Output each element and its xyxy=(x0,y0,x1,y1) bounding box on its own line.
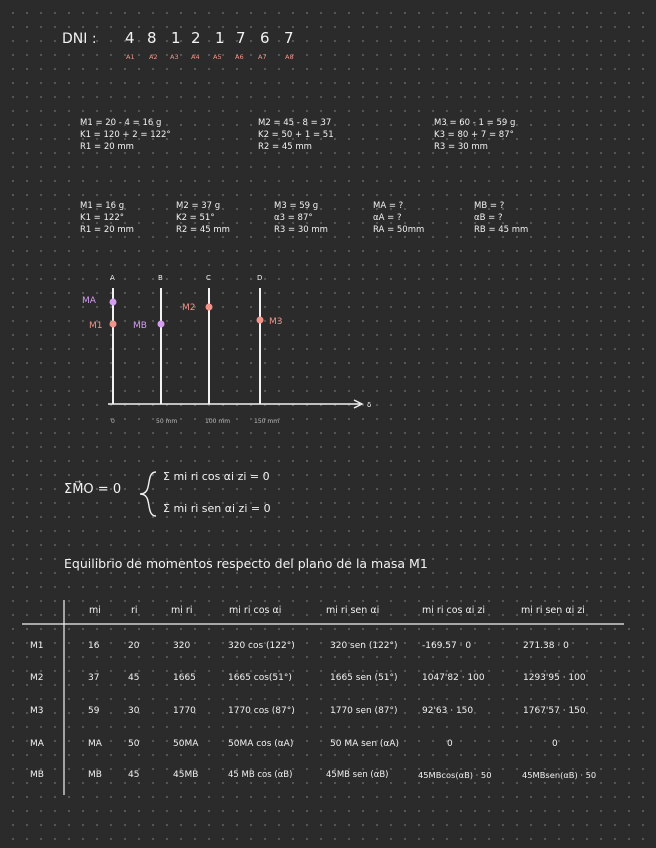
summary-line: RA = 50mm xyxy=(373,225,425,235)
dni-digit: 7 xyxy=(236,29,246,47)
table-cell: 1770 cos (87°) xyxy=(228,706,295,716)
mass-mb-dot xyxy=(158,321,165,328)
table-cell: 1770 xyxy=(173,706,196,716)
equation-brace xyxy=(140,472,156,516)
table-cell: 45MBsen(αB) · 50 xyxy=(522,770,597,780)
summary-line: MA = ? xyxy=(373,201,404,211)
tick-label: 50 mm xyxy=(156,418,178,425)
table-cell: 45MB xyxy=(173,770,199,780)
table-cell: 45 xyxy=(128,770,140,780)
row-label: M1 xyxy=(30,641,44,651)
tick-label: 0 xyxy=(111,418,115,425)
dni-sub: A6 xyxy=(235,53,244,61)
dni-sub: A3 xyxy=(170,53,179,61)
table-cell: 50 xyxy=(128,739,140,749)
dni-digit: 2 xyxy=(191,29,201,47)
table-cell: 271.38 · 0 xyxy=(523,641,569,651)
summary-line: K2 = 51° xyxy=(176,213,215,223)
table-cell: 92'63 · 150 xyxy=(422,706,474,716)
tick-label: 100 mm xyxy=(205,418,231,425)
table-cell: 1293'95 · 100 xyxy=(523,673,586,683)
table-cell: 45 xyxy=(128,673,140,683)
table-cell: 45 MB cos (αB) xyxy=(228,770,293,780)
given-line: M3 = 60 - 1 = 59 g xyxy=(434,118,516,128)
summary-line: MB = ? xyxy=(474,201,505,211)
table-cell: 320 sen (122°) xyxy=(330,641,398,651)
table-cell: 37 xyxy=(88,673,100,683)
summary-line: αB = ? xyxy=(474,213,503,223)
dni-digit: 1 xyxy=(215,29,225,47)
summary-line: α3 = 87° xyxy=(274,213,313,223)
table-header: mi xyxy=(89,605,101,616)
table-cell: 1665 cos(51°) xyxy=(228,673,292,683)
table-header: mi ri sen αi xyxy=(326,605,380,616)
dni-sub: A4 xyxy=(191,53,200,61)
dni-digit: 7 xyxy=(284,29,294,47)
table-header: mi ri xyxy=(171,605,193,616)
mass-label: M2 xyxy=(182,303,196,313)
given-line: R3 = 30 mm xyxy=(434,142,488,152)
table-cell: 50MA xyxy=(173,739,199,749)
table-header: mi ri sen αi zi xyxy=(521,605,585,616)
mass-ma-dot xyxy=(110,299,117,306)
equation-cos: Σ mi ri cos αi zi = 0 xyxy=(163,470,270,483)
summary-line: K1 = 122° xyxy=(80,213,124,223)
table-cell: 1770 sen (87°) xyxy=(330,706,398,716)
table-cell: 45MBcos(αB) · 50 xyxy=(418,770,492,780)
plane-label: A xyxy=(110,274,115,282)
mass-label: MA xyxy=(82,296,96,306)
table-cell: 16 xyxy=(88,641,100,651)
table-cell: 59 xyxy=(88,706,100,716)
table-cell: 0 xyxy=(447,739,453,749)
summary-line: R1 = 20 mm xyxy=(80,225,134,235)
plane-label: C xyxy=(206,274,211,282)
given-line: R1 = 20 mm xyxy=(80,142,134,152)
table-cell: 20 xyxy=(128,641,140,651)
dni-digit: 6 xyxy=(260,29,270,47)
mass-m1-dot xyxy=(110,321,117,328)
dni-sub: A1 xyxy=(126,53,135,61)
summary-line: M3 = 59 g xyxy=(274,201,319,211)
mass-label: M1 xyxy=(89,321,103,331)
section-heading: Equilibrio de momentos respecto del plano de la masa M1 xyxy=(64,556,428,571)
dni-sub: A5 xyxy=(213,53,222,61)
given-line: M1 = 20 - 4 = 16 g xyxy=(80,118,162,128)
mass-m2-dot xyxy=(206,304,213,311)
row-label: MB xyxy=(30,770,44,780)
table-cell: 1665 sen (51°) xyxy=(330,673,398,683)
table-cell: 50 MA sen (αA) xyxy=(330,739,399,749)
table-cell: -169.57 · 0 xyxy=(422,641,472,651)
table-cell: MA xyxy=(88,739,102,749)
summary-line: RB = 45 mm xyxy=(474,225,529,235)
row-label: MA xyxy=(30,739,44,749)
dni-sub: A8 xyxy=(285,53,294,61)
summary-line: R2 = 45 mm xyxy=(176,225,230,235)
given-line: K2 = 50 + 1 = 51 xyxy=(258,130,334,140)
plane-label: D xyxy=(257,274,263,282)
table-header: mi ri cos αi xyxy=(229,605,282,616)
dni-digit: 1 xyxy=(171,29,181,47)
row-label: M3 xyxy=(30,706,44,716)
given-line: K3 = 80 + 7 = 87° xyxy=(434,130,514,140)
mass-label: M3 xyxy=(269,317,283,327)
tick-label: 150 mm xyxy=(254,418,280,425)
summary-line: R3 = 30 mm xyxy=(274,225,328,235)
equation-sen: Σ mi ri sen αi zi = 0 xyxy=(163,502,271,515)
dni-sub: A7 xyxy=(258,53,267,61)
dni-sub: A2 xyxy=(149,53,158,61)
table-cell: 0 xyxy=(552,739,558,749)
given-line: R2 = 45 mm xyxy=(258,142,312,152)
table-cell: 50MA cos (αA) xyxy=(228,739,294,749)
given-line: M2 = 45 - 8 = 37 xyxy=(258,118,332,128)
mass-m3-dot xyxy=(257,317,264,324)
dni-digit: 4 xyxy=(125,29,135,47)
given-line: K1 = 120 + 2 = 122° xyxy=(80,130,171,140)
dni-label: DNI : xyxy=(62,31,97,47)
table-cell: 1665 xyxy=(173,673,196,683)
summary-line: M1 = 16 g xyxy=(80,201,125,211)
summary-line: αA = ? xyxy=(373,213,402,223)
table-cell: 1047'82 · 100 xyxy=(422,673,485,683)
table-header: mi ri cos αi zi xyxy=(422,605,486,616)
table-cell: 320 cos (122°) xyxy=(228,641,295,651)
table-cell: 45MB sen (αB) xyxy=(326,770,389,780)
plane-label: B xyxy=(158,274,163,282)
dni-digit: 8 xyxy=(147,29,157,47)
row-label: M2 xyxy=(30,673,44,683)
summary-line: M2 = 37 g xyxy=(176,201,221,211)
table-cell: MB xyxy=(88,770,102,780)
table-cell: 1767'57 · 150 xyxy=(523,706,586,716)
mass-label: MB xyxy=(133,321,147,331)
table-header: ri xyxy=(131,605,138,616)
table-cell: 320 xyxy=(173,641,191,651)
table-cell: 30 xyxy=(128,706,140,716)
axis-end-label: δ xyxy=(367,401,372,409)
moment-sum-equation: ΣM⃗O = 0 xyxy=(64,482,122,497)
